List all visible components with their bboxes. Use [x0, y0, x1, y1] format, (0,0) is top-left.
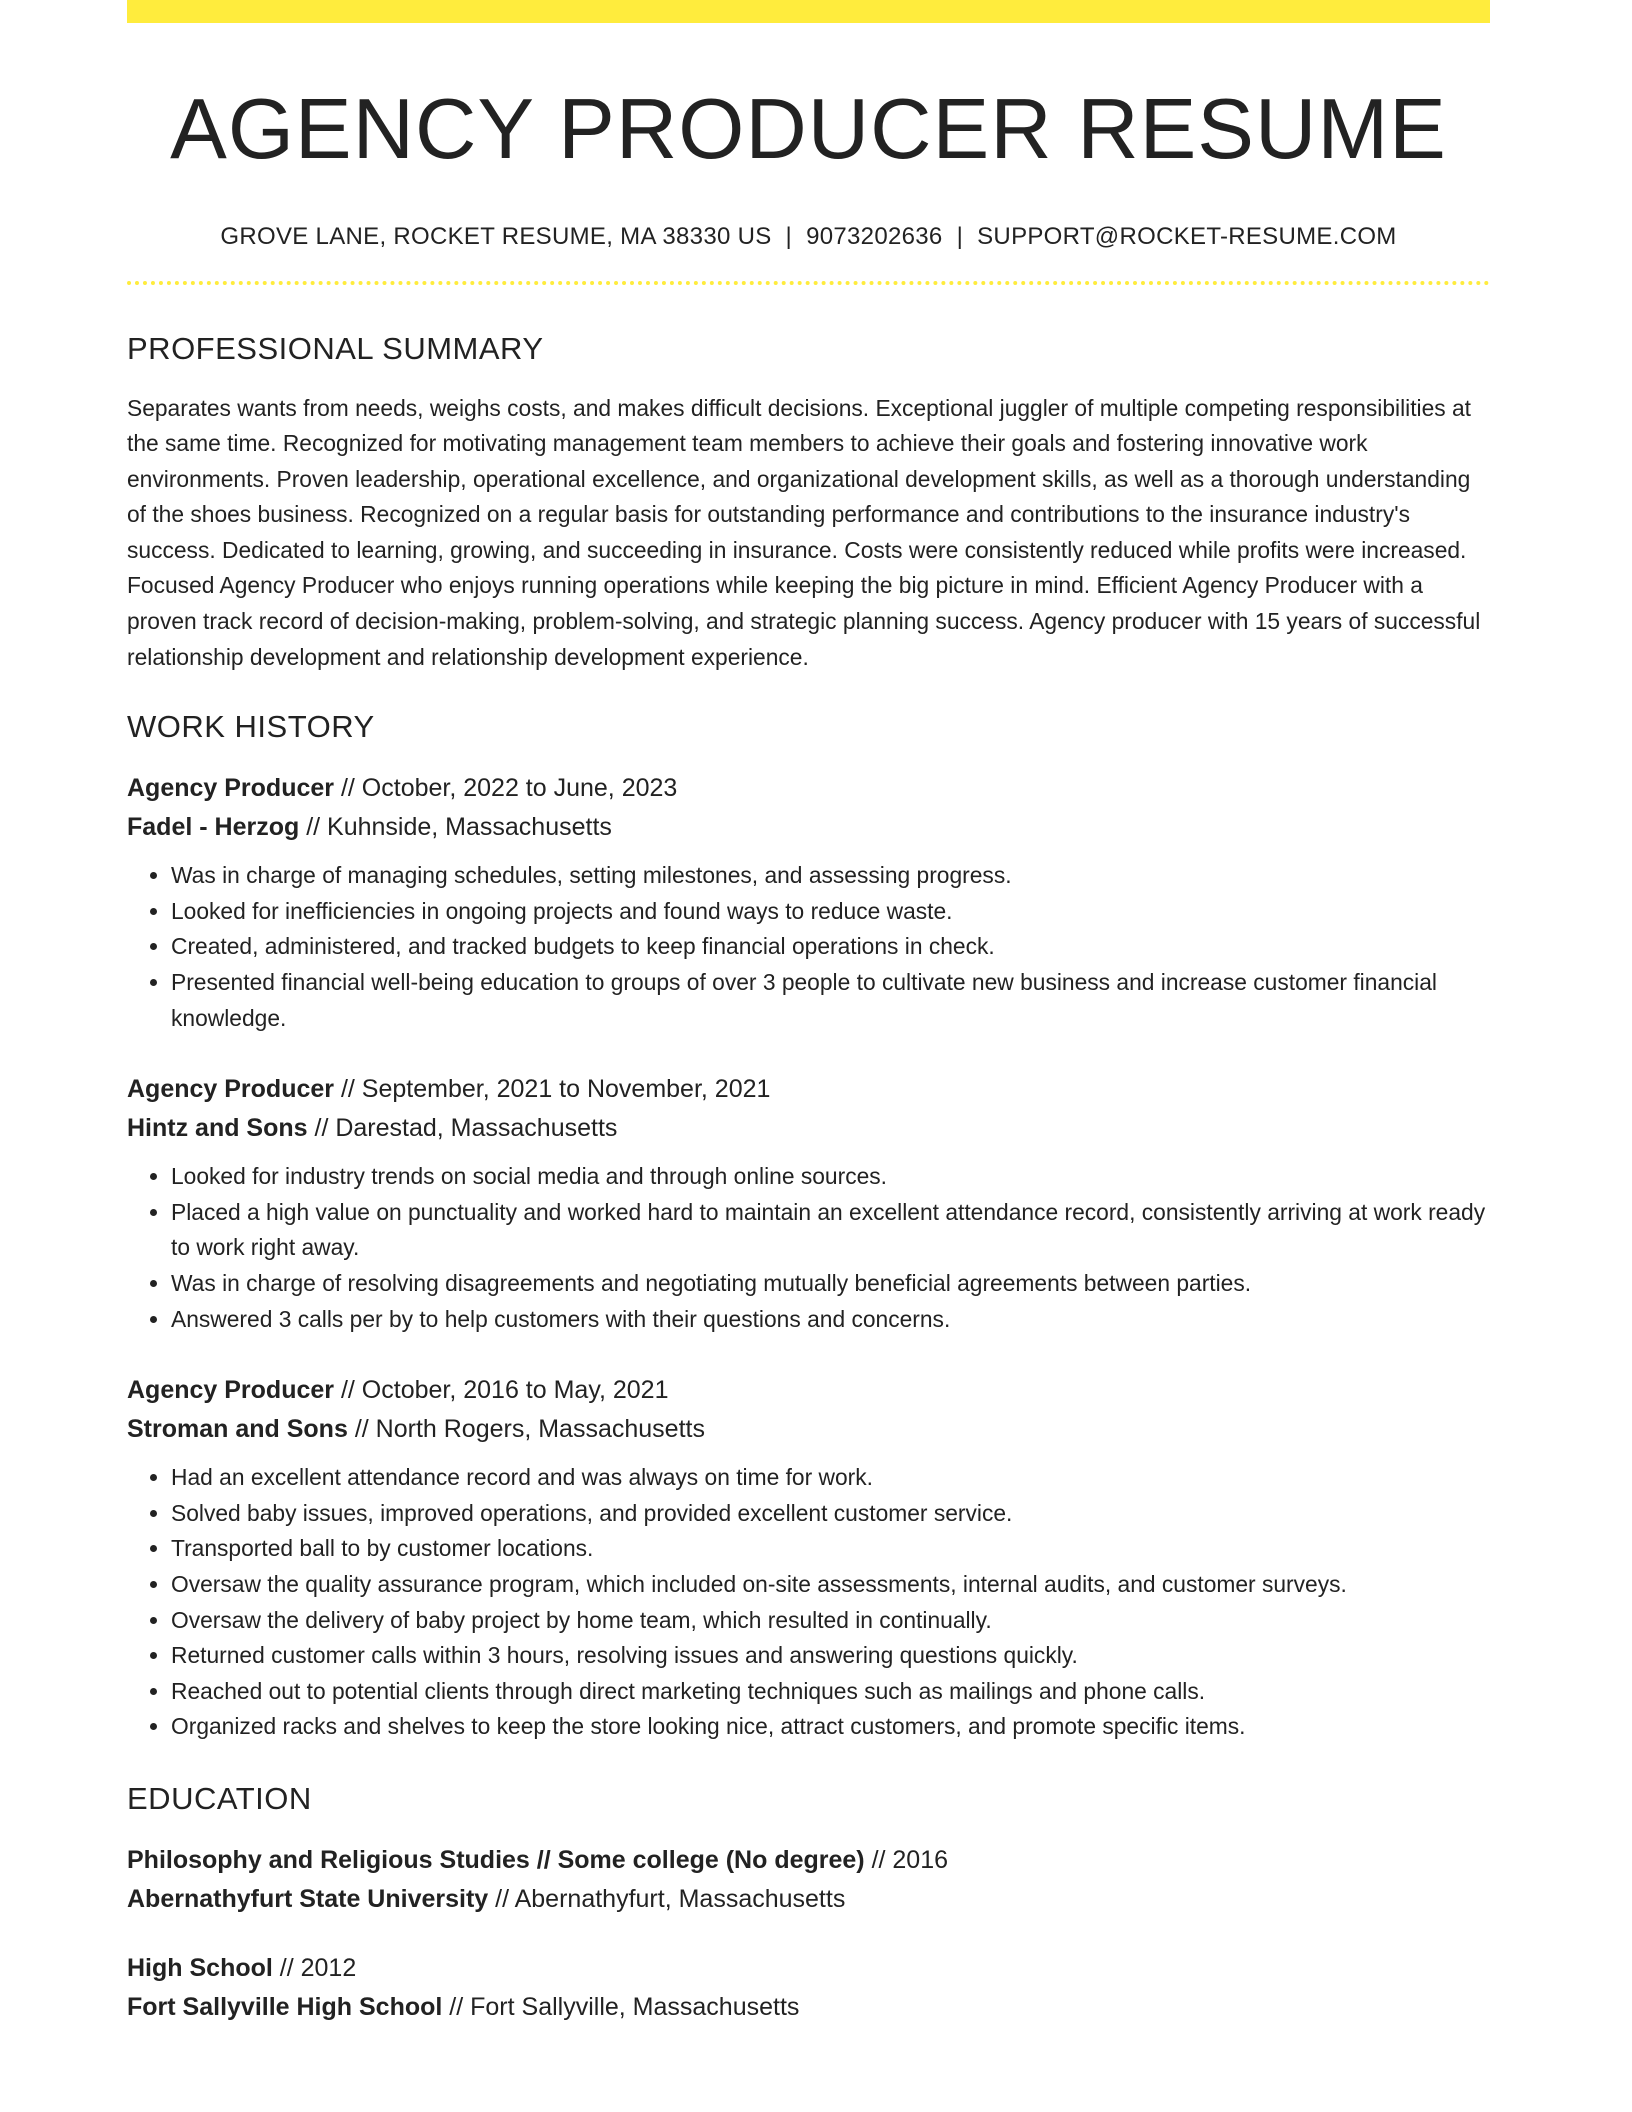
job-location: // North Rogers, Massachusetts [347, 1415, 705, 1444]
top-accent-bar [127, 0, 1490, 23]
job-company: Stroman and Sons [127, 1415, 348, 1444]
job-location: // Kuhnside, Massachusetts [299, 813, 612, 842]
list-item: • Reached out to potential clients through direct marketing techniques such as mailings and phone calls. [171, 1674, 1490, 1710]
job-entry [127, 1070, 1490, 1337]
job-title: Agency Producer [127, 774, 335, 803]
list-item: • Returned customer calls within 3 hours, resolving issues and answering questions quickly. [171, 1638, 1490, 1674]
job-company: Hintz and Sons [127, 1114, 308, 1143]
job-dates: // September, 2021 to November, 2021 [334, 1075, 771, 1104]
list-item: • Oversaw the delivery of baby project by home team, which resulted in continually. [171, 1603, 1490, 1639]
job-company-line [127, 808, 1490, 847]
list-item: • Oversaw the quality assurance program, which included on-site assessments, internal audits, and customer surveys. [171, 1567, 1490, 1603]
education-school-line [127, 1988, 1490, 2027]
job-title: Agency Producer [127, 1075, 335, 1104]
dotted-divider [127, 281, 1490, 285]
list-item: • Solved baby issues, improved operations, and provided excellent customer service. [171, 1496, 1490, 1532]
list-item: • Was in charge of resolving disagreements and negotiating mutually beneficial agreements between parties. [171, 1266, 1490, 1302]
page-title: AGENCY PRODUCER RESUME [170, 82, 1447, 177]
education-school: Abernathyfurt State University [127, 1884, 489, 1913]
job-title-line [127, 769, 1490, 808]
job-entry [127, 769, 1490, 1036]
contact-separator: | [956, 222, 964, 250]
education-year: // 2016 [864, 1845, 949, 1874]
job-bullets [127, 1460, 1490, 1745]
summary-text: Separates wants from needs, weighs costs, and makes difficult decisions. Exceptional juggler of multiple competing responsibilities at the same time. Recognized for motivating management team members to achieve their goals and fostering innovative work environments. Proven leadership, operational excellence, and organizational development skills, as well as a thorough understanding of the shoes business. Recognized on a regular basis for outstanding performance and contributions to the insurance industry's success. Dedicated to learning, growing, and succeeding in insurance. Costs were consistently reduced while profits were increased. Focused Agency Producer who enjoys running operations while keeping the big picture in mind. Efficient Agency Producer with a proven track record of decision-making, problem-solving, and strategic planning success. Agency producer with 15 years of successful relationship development and relationship development experience. [127, 394, 1481, 670]
list-item: • Placed a high value on punctuality and worked hard to maintain an excellent attendance record, consistently arriving at work ready to work right away. [171, 1195, 1490, 1266]
education-degree: Philosophy and Religious Studies // Some college (No degree) [127, 1845, 865, 1874]
job-dates: // October, 2022 to June, 2023 [334, 774, 678, 803]
contact-separator: | [785, 222, 793, 250]
job-bullets [127, 1159, 1490, 1337]
education-degree: High School [127, 1953, 273, 1982]
list-item: • Created, administered, and tracked budgets to keep financial operations in check. [171, 929, 1490, 965]
list-item: • Looked for industry trends on social media and through online sources. [171, 1159, 1490, 1195]
education-degree-line [127, 1949, 1490, 1988]
education-year: // 2012 [272, 1953, 357, 1982]
education-location: // Fort Sallyville, Massachusetts [442, 1992, 800, 2021]
job-location: // Darestad, Massachusetts [307, 1114, 618, 1143]
job-entry [127, 1371, 1490, 1745]
list-item: • Presented financial well-being education to groups of over 3 people to cultivate new business and increase customer financial knowledge. [171, 965, 1490, 1036]
job-company-line [127, 1410, 1490, 1449]
list-item: • Looked for inefficiencies in ongoing projects and found ways to reduce waste. [171, 894, 1490, 930]
list-item: • Transported ball to by customer locations. [171, 1531, 1490, 1567]
contact-email: SUPPORT@ROCKET-RESUME.COM [977, 222, 1397, 250]
list-item: • Was in charge of managing schedules, setting milestones, and assessing progress. [171, 858, 1490, 894]
job-title: Agency Producer [127, 1376, 335, 1405]
job-title-line [127, 1070, 1490, 1109]
contact-line [127, 223, 1490, 251]
education-school-line [127, 1880, 1490, 1919]
list-item: • Answered 3 calls per by to help customers with their questions and concerns. [171, 1302, 1490, 1338]
list-item: • Organized racks and shelves to keep the store looking nice, attract customers, and promote specific items. [171, 1709, 1490, 1745]
contact-address: GROVE LANE, ROCKET RESUME, MA 38330 US [220, 222, 772, 250]
contact-phone: 9073202636 [806, 222, 943, 250]
education-entry [127, 1841, 1490, 1919]
job-dates: // October, 2016 to May, 2021 [334, 1376, 669, 1405]
job-company-line [127, 1109, 1490, 1148]
list-item: • Had an excellent attendance record and was always on time for work. [171, 1460, 1490, 1496]
summary-heading: PROFESSIONAL SUMMARY [127, 330, 544, 366]
education-school: Fort Sallyville High School [127, 1992, 443, 2021]
job-bullets [127, 858, 1490, 1036]
job-title-line [127, 1371, 1490, 1410]
education-heading: EDUCATION [127, 1780, 312, 1816]
resume-content [127, 23, 1490, 2027]
education-location: // Abernathyfurt, Massachusetts [488, 1884, 846, 1913]
education-entry [127, 1949, 1490, 2027]
job-company: Fadel - Herzog [127, 813, 300, 842]
education-degree-line [127, 1841, 1490, 1880]
work-history-heading: WORK HISTORY [127, 709, 375, 745]
